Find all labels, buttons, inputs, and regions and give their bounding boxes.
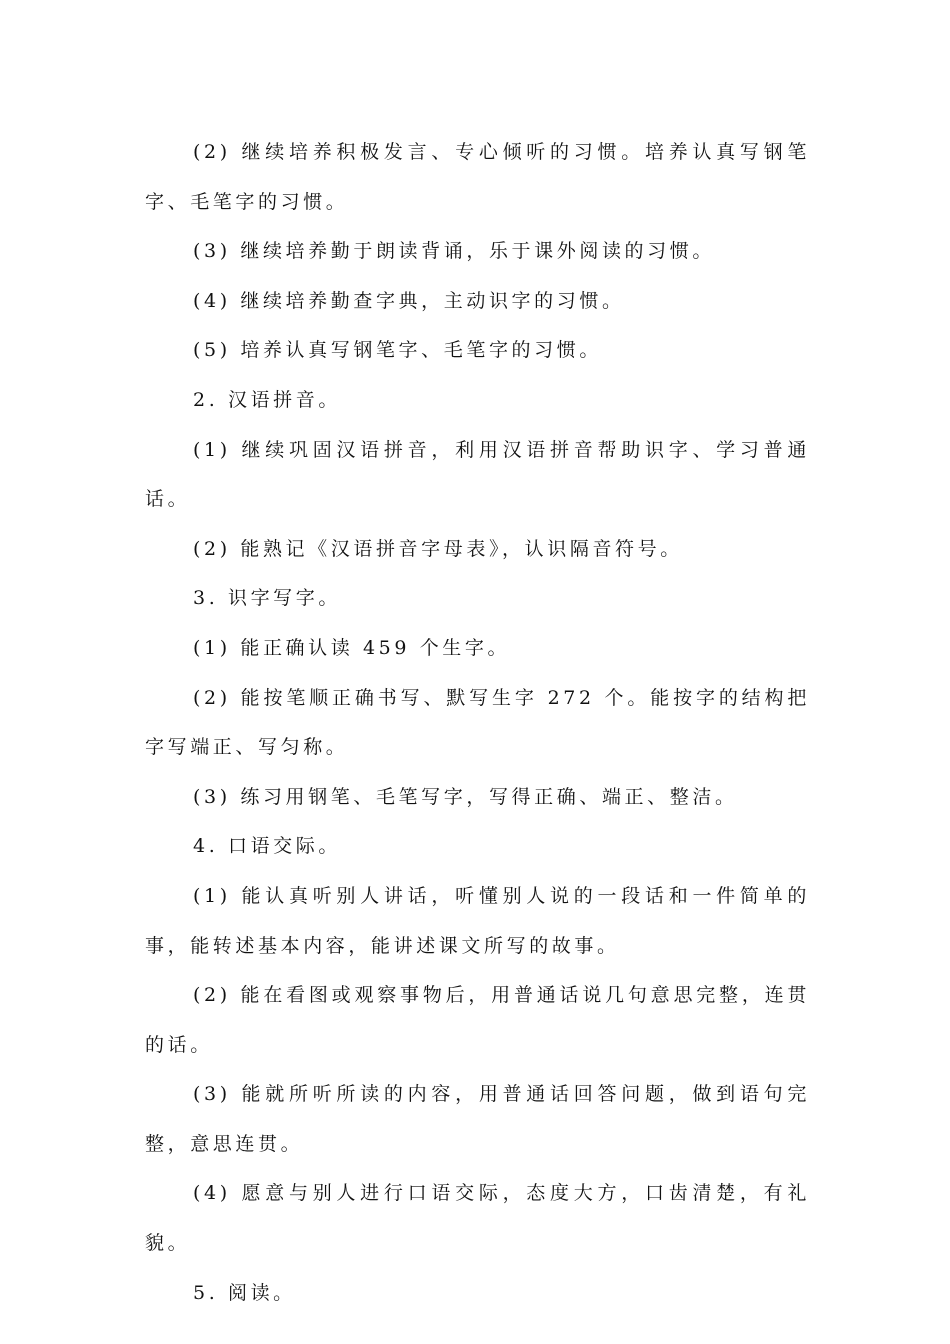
- paragraph-habit-3: (3) 继续培养勤于朗读背诵，乐于课外阅读的习惯。: [193, 240, 715, 263]
- paragraph-habit-5: (5) 培养认真写钢笔字、毛笔字的习惯。: [193, 339, 602, 362]
- paragraph-oral-1: (1) 能认真听别人讲话，听懂别人说的一段话和一件简单的事，能转述基本内容，能讲述课文所写的故事。: [145, 884, 810, 957]
- paragraph-oral-2: (2) 能在看图或观察事物后，用普通话说几句意思完整，连贯的话。: [145, 984, 810, 1056]
- paragraph-oral-3: (3) 能就所听所读的内容，用普通话回答问题，做到语句完整，意思连贯。: [145, 1083, 810, 1155]
- paragraph-pinyin-1: (1) 继续巩固汉语拼音，利用汉语拼音帮助识字、学习普通话。: [145, 438, 810, 511]
- paragraph-oral-4: (4) 愿意与别人进行口语交际，态度大方，口齿清楚，有礼貌。: [145, 1182, 810, 1255]
- section-heading-reading: 5. 阅读。: [193, 1281, 296, 1304]
- document-body: [145, 128, 810, 1318]
- paragraph-habit-4: (4) 继续培养勤查字典，主动识字的习惯。: [193, 289, 625, 312]
- paragraph-literacy-3: (3) 练习用钢笔、毛笔写字，写得正确、端正、整洁。: [193, 785, 738, 808]
- section-heading-pinyin: 2. 汉语拼音。: [193, 388, 341, 411]
- paragraph-literacy-1: (1) 能正确认读 459 个生字。: [193, 636, 511, 659]
- paragraph-pinyin-2: (2) 能熟记《汉语拼音字母表》，认识隔音符号。: [193, 537, 683, 560]
- section-heading-oral: 4. 口语交际。: [193, 835, 341, 858]
- paragraph-literacy-2: (2) 能按笔顺正确书写、默写生字 272 个。能按字的结构把字写端正、写匀称。: [145, 686, 810, 759]
- section-heading-literacy: 3. 识字写字。: [193, 587, 341, 610]
- paragraph-habit-2: (2) 继续培养积极发言、专心倾听的习惯。培养认真写钢笔字、毛笔字的习惯。: [145, 141, 810, 213]
